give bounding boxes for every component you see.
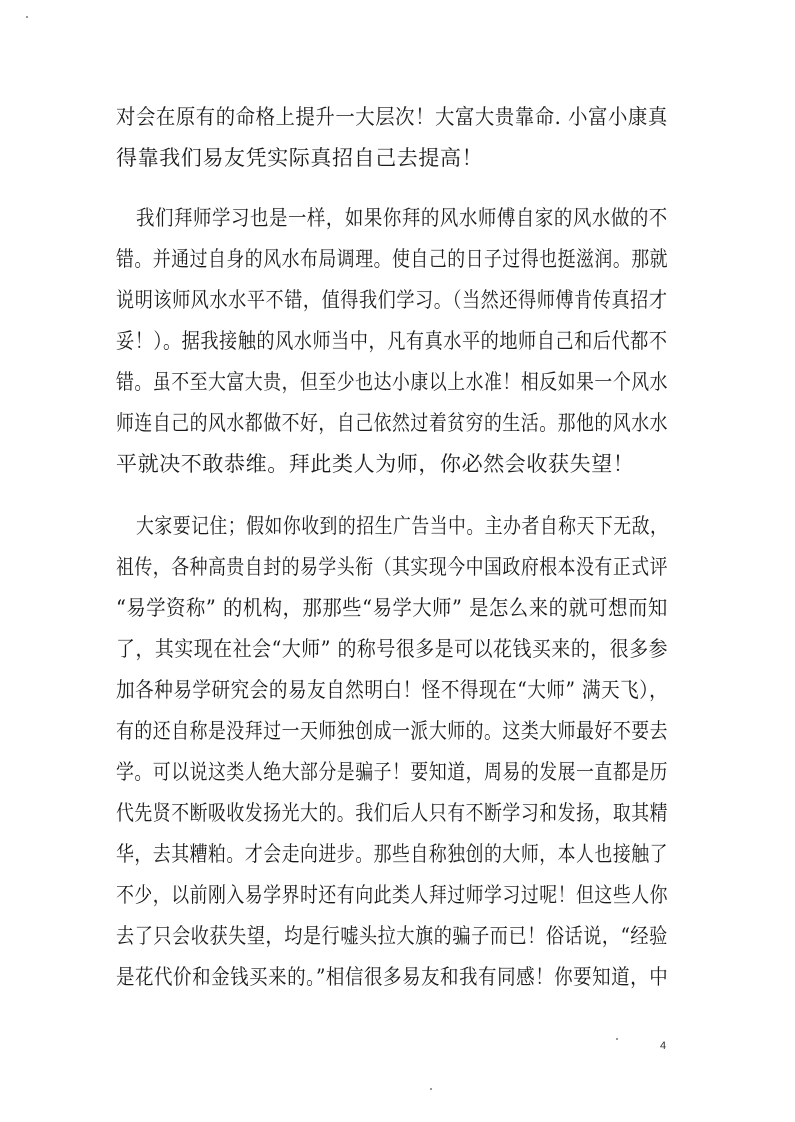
paragraph-1-line-2: 得靠我们易友凭实际真招自己去提高！: [116, 146, 484, 170]
paragraph-3-line-7: 学。可以说这类人绝大部分是骗子！要知道，周易的发展一直都是历: [116, 760, 669, 784]
paragraph-2-line-3: 说明该师风水水平不错，值得我们学习。（当然还得师傅肯传真招才: [116, 288, 668, 312]
paragraph-2-line-2: 错。并通过自身的风水布局调理。使自己的日子过得也挺滋润。那就: [116, 247, 669, 271]
scan-speck: [26, 16, 28, 18]
paragraph-2-line-1: 我们拜师学习也是一样，如果你拜的风水师傅自家的风水做的不: [136, 206, 668, 230]
page-number: 4: [660, 1040, 667, 1052]
paragraph-2-line-7: 平就决不敢恭维。拜此类人为师，你必然会收获失望！: [116, 452, 635, 476]
paragraph-3-line-12: 是花代价和金钱买来的。”相信很多易友和我有同感！你要知道，中: [116, 965, 669, 989]
paragraph-3-line-2: 祖传，各种高贵自封的易学头衔（其实现今中国政府根本没有正式评: [116, 555, 669, 579]
paragraph-3-line-1: 大家要记住；假如你收到的招生广告当中。主办者自称天下无敌，: [136, 514, 669, 538]
paragraph-2-line-4: 妥！）。据我接触的风水师当中，凡有真水平的地师自己和后代都不: [116, 329, 668, 353]
paragraph-3-line-8: 代先贤不断吸收发扬光大的。我们后人只有不断学习和发扬，取其精: [116, 801, 669, 825]
paragraph-3-line-10: 不少，以前刚入易学界时还有向此类人拜过师学习过呢！但这些人你: [116, 883, 669, 907]
paragraph-2-line-6: 师连自己的风水都做不好，自己依然过着贫穷的生活。那他的风水水: [116, 411, 669, 435]
paragraph-3-line-5: 加各种易学研究会的易友自然明白！怪不得现在“大师” 满天飞），: [116, 678, 669, 702]
scan-speck: [430, 1088, 432, 1090]
paragraph-3-line-3: “易学资称” 的机构，那那些“易学大师” 是怎么来的就可想而知: [116, 596, 668, 620]
scan-speck: [616, 1038, 618, 1040]
paragraph-3-line-9: 华，去其糟粕。才会走向进步。那些自称独创的大师，本人也接触了: [116, 842, 669, 866]
paragraph-3-line-6: 有的还自称是没拜过一天师独创成一派大师的。这类大师最好不要去: [116, 719, 669, 743]
paragraph-2-line-5: 错。虽不至大富大贵，但至少也达小康以上水准！相反如果一个风水: [116, 370, 669, 394]
paragraph-1-line-1: 对会在原有的命格上提升一大层次！大富大贵靠命. 小富小康真: [116, 105, 668, 129]
paragraph-3-line-11: 去了只会收获失望，均是行嘘头拉大旗的骗子而已！俗话说，“经验: [116, 924, 668, 948]
paragraph-3-line-4: 了，其实现在社会“大师” 的称号很多是可以花钱买来的，很多参: [116, 637, 669, 661]
